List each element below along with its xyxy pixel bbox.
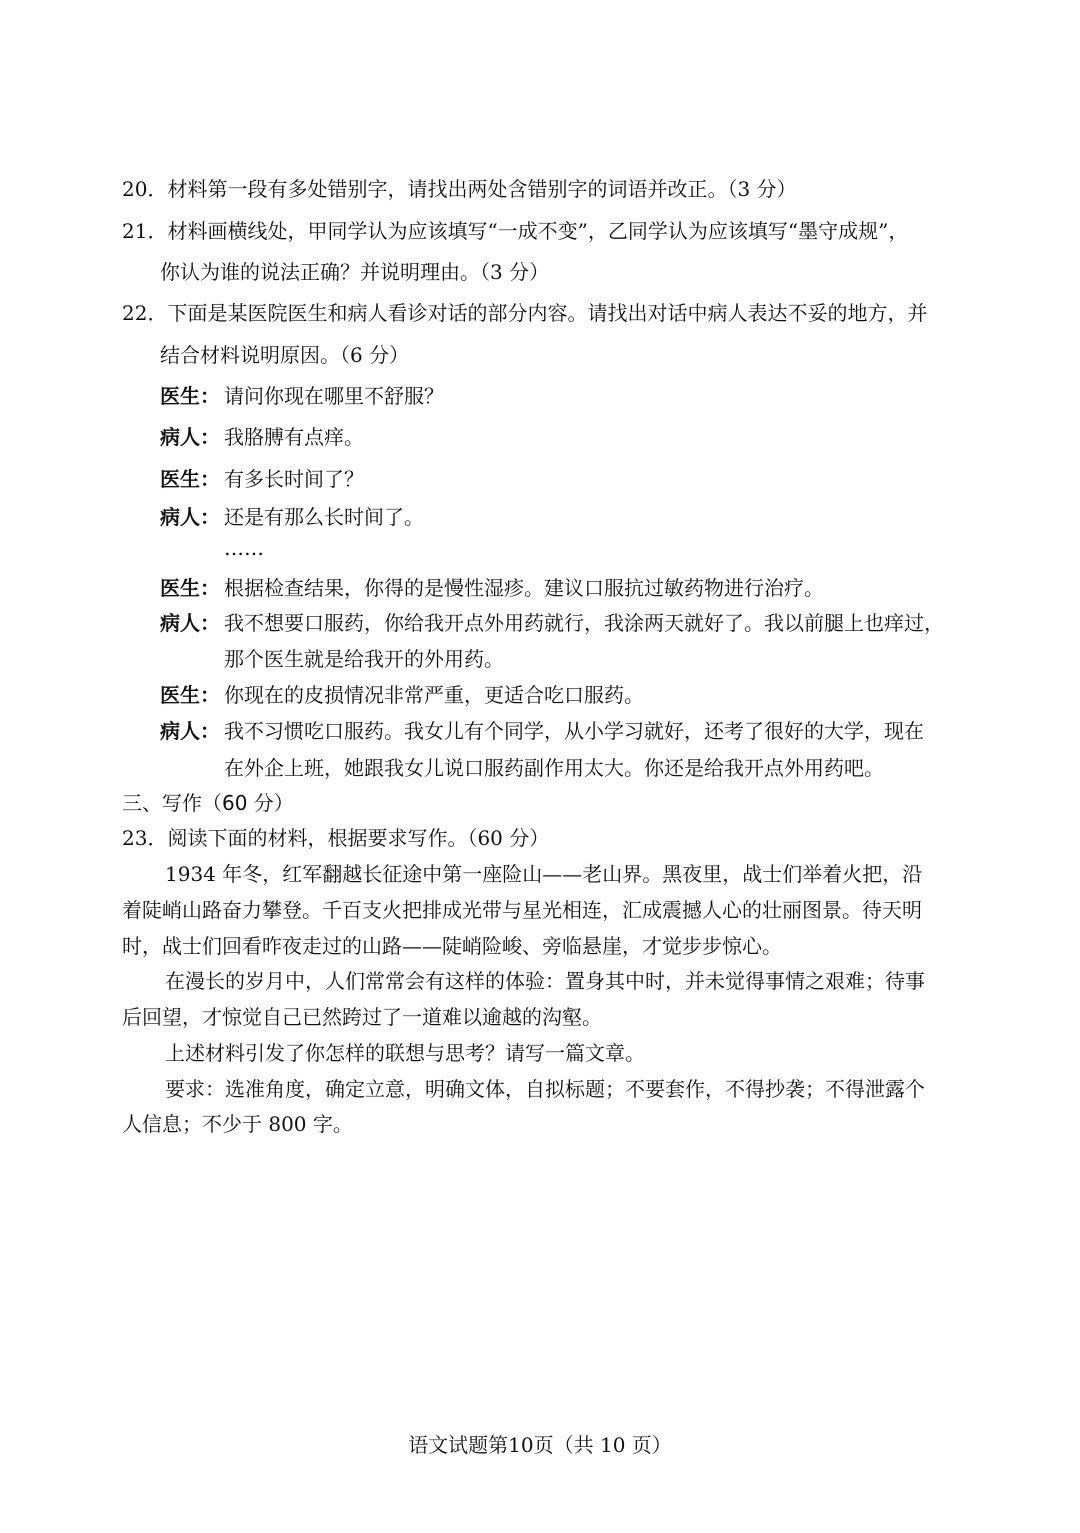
question-21: 21．材料画横线处，甲同学认为应该填写“一成不变”，乙同学认为应该填写“墨守成规”， xyxy=(122,219,909,243)
material-paragraph-2-line-2: 后回望，才惊觉自己已然跨过了一道难以逾越的沟壑。 xyxy=(122,1005,602,1029)
dialogue-speaker: 病人： xyxy=(160,719,220,743)
question-22-continued: 结合材料说明原因。（6 分） xyxy=(160,343,410,367)
dialogue-text: 还是有那么长时间了。 xyxy=(224,505,424,529)
dialogue-speaker: 医生： xyxy=(160,683,220,707)
page-footer: 语文试题第10页（共 10 页） xyxy=(408,1433,672,1457)
dialogue-text: 根据检查结果，你得的是慢性湿疹。建议口服抗过敏药物进行治疗。 xyxy=(224,576,824,600)
question-22: 22．下面是某医院医生和病人看诊对话的部分内容。请找出对话中病人表达不妥的地方，并 xyxy=(122,301,928,325)
dialogue-speaker: 病人： xyxy=(160,611,220,635)
dialogue-text: 有多长时间了？ xyxy=(224,467,364,491)
dialogue-speaker: 病人： xyxy=(160,425,220,449)
section-title: 三、写作（60 分） xyxy=(122,791,294,815)
writing-requirements: 要求：选准角度，确定立意，明确文体，自拟标题；不要套作，不得抄袭；不得泄露个 xyxy=(165,1077,925,1101)
question-21-continued: 你认为谁的说法正确？并说明理由。（3 分） xyxy=(160,260,550,284)
dialogue-text: 请问你现在哪里不舒服？ xyxy=(224,384,444,408)
dialogue-speaker: 医生： xyxy=(160,467,220,491)
question-23: 23．阅读下面的材料，根据要求写作。（60 分） xyxy=(122,826,550,850)
dialogue-speaker: 医生： xyxy=(160,576,220,600)
writing-requirements-line-2: 人信息；不少于 800 字。 xyxy=(122,1112,353,1136)
writing-prompt: 上述材料引发了你怎样的联想与思考？请写一篇文章。 xyxy=(165,1041,645,1065)
dialogue-text: 我胳膊有点痒。 xyxy=(224,425,364,449)
material-paragraph-1-line-2: 着陡峭山路奋力攀登。千百支火把排成光带与星光相连，汇成震撼人心的壮丽图景。待天明 xyxy=(122,898,922,922)
dialogue-text-continued: 那个医生就是给我开的外用药。 xyxy=(224,647,504,671)
dialogue-speaker: 病人： xyxy=(160,505,220,529)
material-paragraph-2: 在漫长的岁月中，人们常常会有这样的体验：置身其中时，并未觉得事情之艰难；待事 xyxy=(165,969,925,993)
question-20: 20．材料第一段有多处错别字，请找出两处含错别字的词语并改正。（3 分） xyxy=(122,177,797,201)
dialogue-text-continued: 在外企上班，她跟我女儿说口服药副作用太大。你还是给我开点外用药吧。 xyxy=(224,756,884,780)
material-paragraph-1: 1934 年冬，红军翻越长征途中第一座险山——老山界。黑夜里，战士们举着火把，沿 xyxy=(165,862,923,886)
dialogue-text: 我不习惯吃口服药。我女儿有个同学，从小学习就好，还考了很好的大学，现在 xyxy=(224,719,924,743)
dialogue-ellipsis: …… xyxy=(224,536,264,560)
dialogue-speaker: 医生： xyxy=(160,384,220,408)
dialogue-text: 我不想要口服药，你给我开点外用药就行，我涂两天就好了。我以前腿上也痒过， xyxy=(224,611,944,635)
material-paragraph-1-line-3: 时，战士们回看昨夜走过的山路——陡峭险峻、旁临悬崖，才觉步步惊心。 xyxy=(122,934,782,958)
dialogue-text: 你现在的皮损情况非常严重，更适合吃口服药。 xyxy=(224,683,644,707)
